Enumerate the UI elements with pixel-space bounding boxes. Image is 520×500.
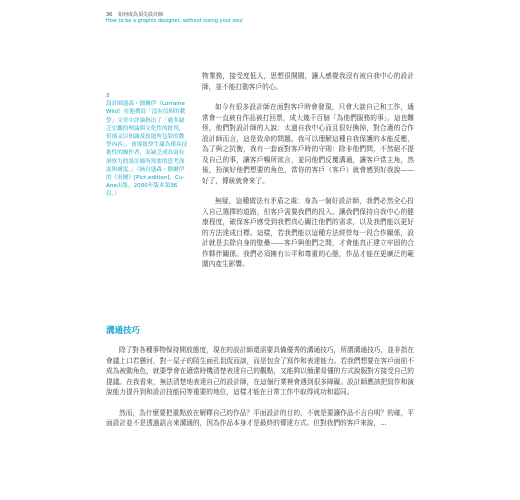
paragraph: 物業務，接受度低人，思想很開闊，讓人感覺我沒有被自我中心的設計師，並不能打動客戶的心。 [202, 72, 414, 91]
section-body [106, 345, 414, 439]
note-number: 3 [106, 93, 110, 99]
paragraph: 然而，為什麼要把重點放在解釋自己的作品？平面設計的目的，不就是要讓作品不言自明？的確，平面設計並不是透過語言來溝通的，因為作品本身才是最終的傳達方式。但對我們的客戶來說，... [106, 408, 414, 427]
chapter-title: 如何成為頂尖設計師 [117, 12, 163, 18]
chapter-subtitle: How to be a graphic designer, without losing your soul [106, 18, 243, 24]
sidebar-note [106, 92, 188, 199]
paragraph: 除了對各種事物保持開放態度，現在的設計師還需要具備優秀的溝通技巧，所謂溝通技巧，並非指在會議上口若懸河，對一屋子的陌生面孔侃侃而談，而是包含了寫作和表達能力。若我們想要在客戶面前不成為被動角色，就要學會在適當時機清楚表達自己的觀點，又能夠以簡潔易懂的方式說服對方接受自己的提議。在我看來，無法清楚地表達自己的設計師，在這個行業裡會遇到很多障礙。設計師應該把寫作和演說能力提升到和設計技能同等重要的地位，這樣才能在日常工作中取得成功和認同。 [106, 346, 414, 396]
main-text-column [202, 71, 414, 280]
paragraph: 無疑，這種做法有矛盾之處：身為一個好設計師，我們必然全心投入自己選擇的道路，但客戶需要我們的投入。讓我們保持自我中心的健康程度，確保客戶感受到我們真心關注他們的需求，以及我們能以更好的方法達成目標。這樣，若我們能以這種方法經營每一段合作關係，設計就是去除自身的壁壘——客戶與他們之間，才會能真正建立牢固的合作夥伴關係。我們必須擁有公平和尊重的心態，作品才能在更廣泛的範圍內產生影響。 [202, 197, 414, 268]
running-header [106, 12, 243, 24]
note-text: 設計師盛森・儒爾伊（Lorraine Wild）在他撰寫「沒有信仰的教學」文章中評論指出了「過多缺乏宏觀的理論與文化性的批判，但卻又以知識及技能所包裝的教學內容」，會導致學生淪為僅具技術性的操作者，而缺乏成為富有洞察力的設計師所需要的思考深度與廣度。」（摘自盛森・儒爾伊的《看圖》[Pict.edition]，Cu-Ane出版，2000年版本第36頁。） [106, 101, 188, 198]
section-heading: 溝通技巧 [106, 326, 141, 336]
paragraph: 如今有很多設計師在面對客戶時會發現，只會大談自己和工作，通常會一直被自作品被打回票，成大幾千百個「為他們服務的事」。這也難怪，他們對設計師的人說：太過自我中心而且很好換掉，對合適的合作設計師而言，這是致命的問題。我可以理解這種自我保護的本能反應，為了與之抗衡，我有一套面對客戶時的守則：除非他們問，不然絕不提及自己的事，讓客戶暢所欲言，並同他們反覆溝通，讓客戶當主角，然後，扮演好他們想要的角色，當你的客戶（客戶）就會感到好我說——好了，傳統就會來了。 [202, 103, 414, 185]
page-number: 36 [106, 12, 113, 18]
